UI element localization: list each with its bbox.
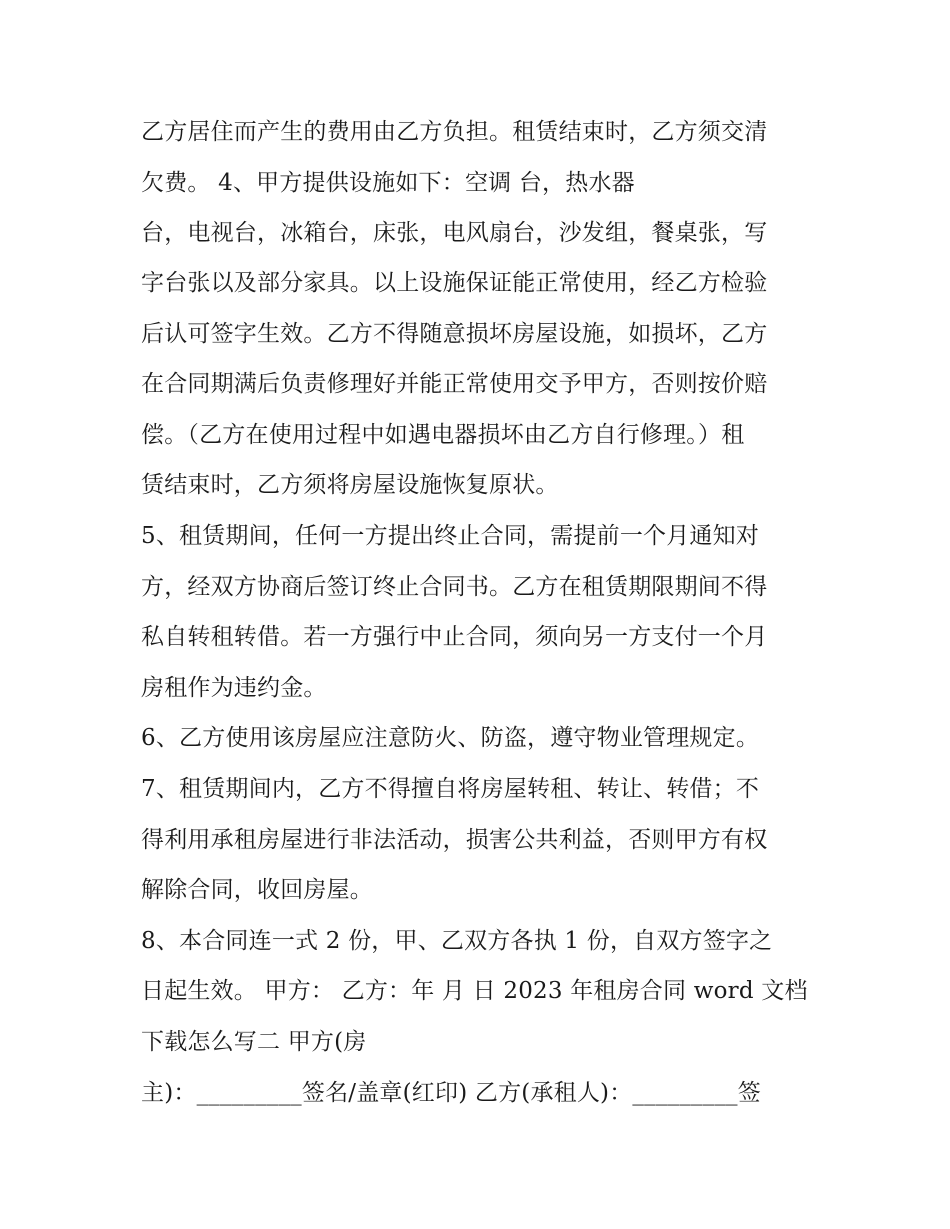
text-line-12: 房租作为违约金。 [141, 675, 327, 701]
text-line-13: 6、乙方使用该房屋应注意防火、防盗，遵守物业管理规定。 [141, 725, 760, 751]
text-line-15: 得利用承租房屋进行非法活动，损害公共利益，否则甲方有权 [141, 827, 768, 853]
text-line-19: 下载怎么写二 甲方(房 [141, 1029, 367, 1055]
text-line-20: 主)：_________签名/盖章(红印) 乙方(承租人)：_________签 [141, 1080, 761, 1106]
text-line-2: 欠费。 4、甲方提供设施如下：空调 台，热水器 [141, 170, 635, 196]
text-line-10: 方，经双方协商后签订终止合同书。乙方在租赁期限期间不得 [141, 574, 768, 600]
text-line-9: 5、租赁期间，任何一方提出终止合同，需提前一个月通知对 [141, 523, 760, 549]
text-line-1: 乙方居住而产生的费用由乙方负担。租赁结束时，乙方须交清 [141, 119, 768, 145]
text-line-4: 字台张以及部分家具。以上设施保证能正常使用，经乙方检验 [141, 270, 768, 296]
text-line-6: 在合同期满后负责修理好并能正常使用交予甲方，否则按价赔 [141, 371, 768, 397]
text-line-16: 解除合同，收回房屋。 [141, 877, 373, 903]
text-line-7: 偿。（乙方在使用过程中如遇电器损坏由乙方自行修理。）租 [141, 422, 745, 448]
text-line-17: 8、本合同连一式 2 份，甲、乙双方各执 1 份，自双方签字之 [141, 928, 773, 954]
text-line-3: 台，电视台，冰箱台，床张，电风扇台，沙发组，餐桌张，写 [141, 220, 768, 246]
text-line-5: 后认可签字生效。乙方不得随意损坏房屋设施，如损坏，乙方 [141, 321, 768, 347]
text-line-8: 赁结束时，乙方须将房屋设施恢复原状。 [141, 472, 559, 498]
text-line-11: 私自转租转借。若一方强行中止合同，须向另一方支付一个月 [141, 624, 768, 650]
text-line-14: 7、租赁期间内，乙方不得擅自将房屋转租、转让、转借；不 [141, 776, 760, 802]
text-line-18: 日起生效。 甲方： 乙方：年 月 日 2023 年租房合同 word 文档 [141, 978, 808, 1004]
